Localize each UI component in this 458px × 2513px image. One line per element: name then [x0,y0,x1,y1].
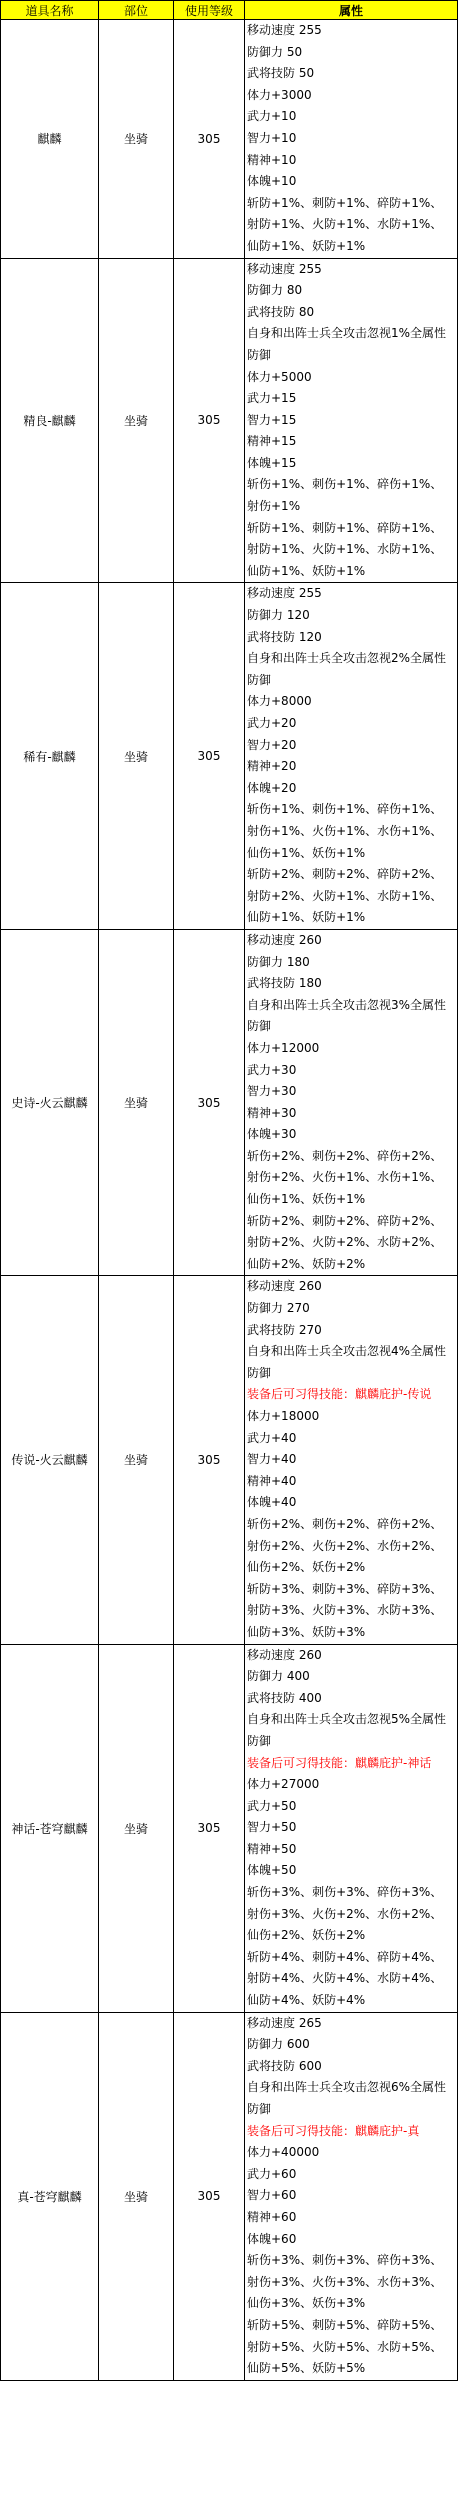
attribute-line: 斩伤+2%、刺伤+2%、碎伤+2%、 [247,1148,443,1163]
attribute-line: 仙伤+2%、妖伤+2% [247,1928,366,1943]
attribute-line: 射伤+1% [247,499,301,514]
attribute-line: 射防+1%、火防+1%、水防+1%、 [247,217,443,232]
item-name-cell: 真-苍穹麒麟 [1,2012,99,2380]
attribute-line: 仙伤+1%、妖伤+1% [247,1192,366,1207]
attribute-line: 体力+18000 [247,1409,320,1423]
attribute-line: 斩防+2%、刺防+2%、碎防+2%、 [247,867,443,882]
header-part: 部位 [99,1,174,20]
attributes-cell [245,2012,458,2380]
attribute-line: 智力+40 [247,1452,297,1467]
attribute-line: 射伤+2%、火伤+2%、水伤+2%、 [247,1538,443,1553]
attribute-line: 武力+60 [247,2166,297,2181]
attribute-line: 体力+12000 [247,1040,320,1055]
attribute-line: 移动速度 265 [247,2015,322,2030]
table-row [1,20,458,259]
attribute-line: 精神+20 [247,759,297,774]
attribute-line: 仙防+2%、妖防+2% [247,1256,366,1271]
attribute-line: 智力+10 [247,130,297,145]
attribute-line: 精神+30 [247,1105,297,1120]
level-cell: 305 [174,583,245,930]
table-row [1,1644,458,2012]
attribute-line: 射伤+3%、火伤+2%、水伤+2%、 [247,1906,443,1921]
skill-note: 装备后可习得技能：麒麟庇护-真 [247,2123,420,2138]
attribute-line: 体力+3000 [247,87,312,102]
attribute-line: 武力+20 [247,716,297,730]
attribute-line: 移动速度 255 [247,23,322,37]
header-row [1,1,458,20]
attribute-line: 武将技防 120 [247,629,322,644]
item-name-cell: 神话-苍穹麒麟 [1,1644,99,2012]
level-cell: 305 [174,1276,245,1644]
header-item-name: 道具名称 [1,1,99,20]
attribute-line: 斩伤+3%、刺伤+3%、碎伤+3%、 [247,2253,443,2268]
attribute-line: 仙防+1%、妖防+1% [247,238,366,253]
table-body [1,20,458,2381]
attribute-line: 自身和出阵士兵全攻击忽视1%全属性防御 [247,326,447,362]
attribute-line: 射防+1%、火防+1%、水防+1%、 [247,542,443,557]
attribute-line: 斩伤+3%、刺伤+3%、碎伤+3%、 [247,1885,443,1900]
attribute-line: 仙防+4%、妖防+4% [247,1993,366,2008]
attribute-line: 智力+30 [247,1084,297,1099]
attribute-line: 精神+10 [247,152,297,167]
attribute-line: 体力+27000 [247,1777,320,1792]
table-row [1,1276,458,1644]
attributes-cell [245,1644,458,2012]
part-cell: 坐骑 [99,1644,174,2012]
attribute-line: 斩伤+1%、刺伤+1%、碎伤+1%、 [247,477,443,492]
attribute-line: 移动速度 260 [247,1647,322,1662]
attributes-cell [245,20,458,259]
item-name-cell: 传说-火云麒麟 [1,1276,99,1644]
attribute-line: 防御力 80 [247,283,303,298]
attribute-line: 武力+10 [247,109,297,124]
attribute-line: 防御力 180 [247,954,310,969]
attribute-line: 仙防+1%、妖防+1% [247,563,366,578]
skill-note: 装备后可习得技能：麒麟庇护-传说 [247,1387,432,1402]
attribute-line: 精神+40 [247,1473,297,1488]
attribute-line: 射伤+1%、火伤+1%、水伤+1%、 [247,823,443,838]
attribute-line: 体魄+10 [247,174,297,189]
attribute-line: 防御力 50 [247,44,303,59]
attribute-line: 体力+40000 [247,2145,320,2160]
attribute-line: 智力+60 [247,2188,297,2203]
attribute-line: 武将技防 600 [247,2058,322,2073]
part-cell: 坐骑 [99,20,174,259]
attribute-line: 防御力 270 [247,1301,310,1316]
attribute-line: 仙伤+2%、妖伤+2% [247,1560,366,1575]
attribute-line: 移动速度 255 [247,261,322,276]
attribute-line: 射防+2%、火防+2%、水防+2%、 [247,1235,443,1250]
attribute-line: 体力+8000 [247,694,312,709]
table-row [1,2012,458,2380]
attribute-line: 移动速度 260 [247,932,322,947]
attributes-cell [245,1276,458,1644]
attribute-line: 武力+50 [247,1798,297,1813]
part-cell: 坐骑 [99,258,174,583]
attribute-line: 武将技防 180 [247,976,322,991]
attribute-line: 防御力 400 [247,1669,310,1684]
attribute-line: 自身和出阵士兵全攻击忽视3%全属性防御 [247,997,447,1034]
level-cell: 305 [174,929,245,1276]
attribute-line: 体力+5000 [247,369,312,384]
skill-note: 装备后可习得技能：麒麟庇护-神话 [247,1755,432,1770]
attribute-line: 体魄+40 [247,1495,297,1510]
item-name-cell: 史诗-火云麒麟 [1,929,99,1276]
attribute-line: 武将技防 270 [247,1322,322,1337]
attribute-line: 斩防+1%、刺防+1%、碎防+1%、 [247,195,443,210]
attribute-line: 防御力 120 [247,608,310,623]
attribute-line: 精神+15 [247,434,297,449]
attribute-line: 仙防+1%、妖防+1% [247,910,366,925]
header-level: 使用等级 [174,1,245,20]
attribute-line: 智力+20 [247,737,297,752]
level-cell: 305 [174,2012,245,2380]
attribute-line: 精神+50 [247,1841,297,1856]
attribute-line: 射伤+2%、火伤+1%、水伤+1%、 [247,1170,443,1185]
attribute-line: 射防+3%、火防+3%、水防+3%、 [247,1603,443,1618]
attribute-line: 体魄+50 [247,1863,297,1878]
attribute-line: 武将技防 80 [247,304,315,319]
attribute-line: 武力+30 [247,1062,297,1077]
attribute-line: 自身和出阵士兵全攻击忽视6%全属性防御 [247,2080,447,2116]
attribute-line: 智力+15 [247,412,297,427]
attribute-line: 斩防+3%、刺防+3%、碎防+3%、 [247,1581,443,1596]
attribute-line: 智力+50 [247,1820,297,1835]
attribute-line: 斩防+4%、刺防+4%、碎防+4%、 [247,1949,443,1964]
attribute-line: 精神+60 [247,2209,297,2224]
attribute-line: 自身和出阵士兵全攻击忽视4%全属性防御 [247,1344,447,1380]
level-cell: 305 [174,20,245,259]
attribute-line: 斩伤+1%、刺伤+1%、碎伤+1%、 [247,802,443,817]
attributes-cell [245,258,458,583]
attribute-line: 射伤+3%、火伤+3%、水伤+3%、 [247,2274,443,2289]
attribute-line: 体魄+60 [247,2231,297,2246]
attribute-line: 仙防+3%、妖防+3% [247,1624,366,1639]
attribute-line: 射防+5%、火防+5%、水防+5%、 [247,2339,443,2354]
attribute-line: 武力+40 [247,1430,297,1445]
attribute-line: 体魄+30 [247,1127,297,1142]
part-cell: 坐骑 [99,929,174,1276]
attribute-line: 仙伤+1%、妖伤+1% [247,845,366,860]
item-name-cell: 精良-麒麟 [1,258,99,583]
attribute-line: 自身和出阵士兵全攻击忽视5%全属性防御 [247,1712,447,1748]
attribute-line: 武将技防 400 [247,1690,322,1705]
attributes-cell [245,929,458,1276]
attribute-line: 武力+15 [247,391,297,406]
header-attributes: 属性 [245,1,458,20]
attribute-line: 自身和出阵士兵全攻击忽视2%全属性防御 [247,651,447,687]
part-cell: 坐骑 [99,2012,174,2380]
table-row [1,258,458,583]
attribute-line: 防御力 600 [247,2037,310,2052]
attributes-cell [245,583,458,930]
part-cell: 坐骑 [99,1276,174,1644]
attribute-line: 仙防+5%、妖防+5% [247,2361,366,2376]
level-cell: 305 [174,258,245,583]
part-cell: 坐骑 [99,583,174,930]
attribute-line: 体魄+20 [247,780,297,795]
table-row [1,583,458,930]
attribute-line: 斩防+2%、刺防+2%、碎防+2%、 [247,1213,443,1228]
attribute-line: 斩伤+2%、刺伤+2%、碎伤+2%、 [247,1516,443,1531]
attribute-line: 移动速度 260 [247,1279,322,1294]
level-cell: 305 [174,1644,245,2012]
attribute-line: 武将技防 50 [247,66,315,81]
attribute-line: 射防+2%、火防+1%、水防+1%、 [247,888,443,903]
table-row [1,929,458,1276]
attribute-line: 仙伤+3%、妖伤+3% [247,2296,366,2311]
item-name-cell: 稀有-麒麟 [1,583,99,930]
attribute-line: 斩防+5%、刺防+5%、碎防+5%、 [247,2317,443,2332]
attribute-line: 移动速度 255 [247,586,322,601]
attribute-line: 斩防+1%、刺防+1%、碎防+1%、 [247,520,443,535]
attribute-line: 射防+4%、火防+4%、水防+4%、 [247,1971,443,1986]
attribute-line: 体魄+15 [247,455,297,470]
item-name-cell: 麒麟 [1,20,99,259]
